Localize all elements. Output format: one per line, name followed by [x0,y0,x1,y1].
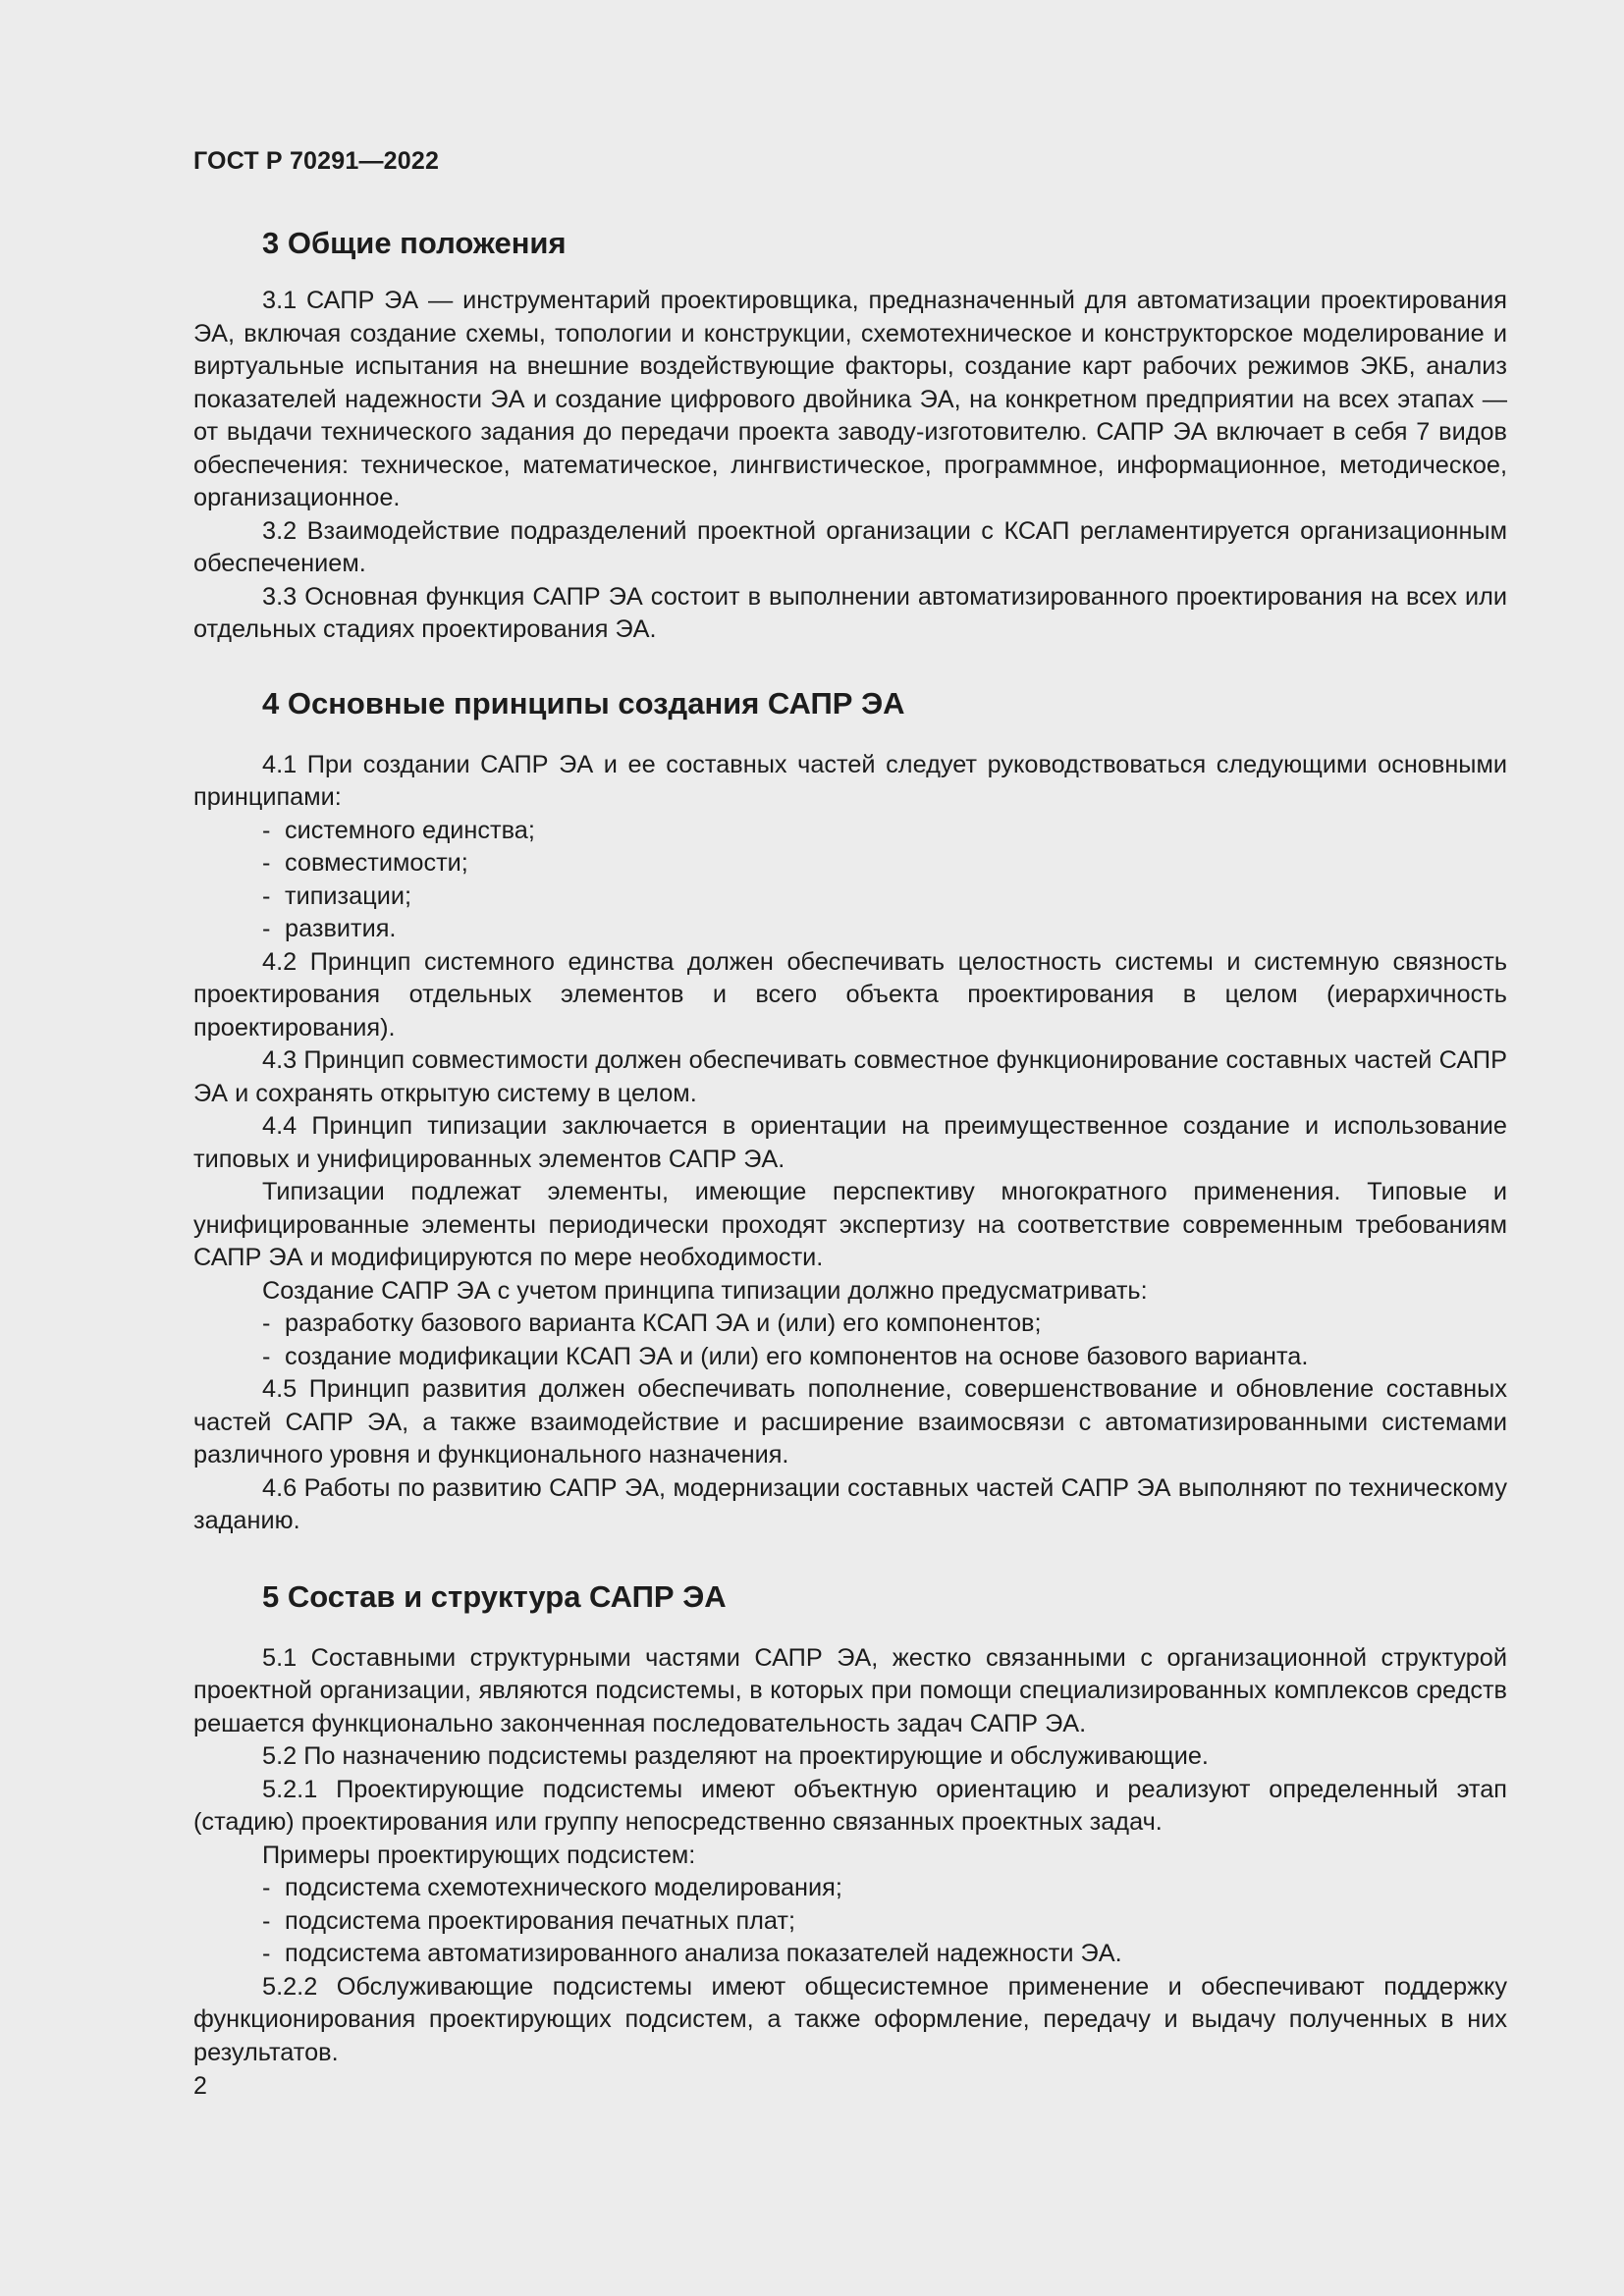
typization-list [193,1308,1507,1373]
list-item: - развития. [193,913,1507,946]
paragraph-3-2: 3.2 Взаимодействие подразделений проектной организации с КСАП регламентируется организационным обеспечением. [193,516,1507,577]
list-item: - совместимости; [193,847,1507,881]
document-body [193,222,1507,2069]
standard-designation: ГОСТ Р 70291—2022 [193,147,440,175]
paragraph-4-6: 4.6 Работы по развитию САПР ЭА, модернизации составных частей САПР ЭА выполняют по техническому заданию. [193,1473,1507,1534]
paragraph-examples: Примеры проектирующих подсистем: [262,1841,696,1869]
paragraph-5-2-2: 5.2.2 Обслуживающие подсистемы имеют общесистемное применение и обеспечивают поддержку функционирования проектирующих подсистем, а также оформление, передачу и выдачу полученных в них результатов. [193,1972,1507,2066]
paragraph-5-2-1: 5.2.1 Проектирующие подсистемы имеют объектную ориентацию и реализуют определенный этап (стадию) проектирования или группу непосредственно связанных проектных задач. [193,1775,1507,1836]
subsystems-list [193,1872,1507,1971]
paragraph-5-1: 5.1 Составными структурными частями САПР ЭА, жестко связанными с организационной структурой проектной организации, являются подсистемы, в которых при помощи специализированных комплексов средств решается функционально законченная последовательность задач САПР ЭА. [193,1643,1507,1737]
paragraph-3-3: 3.3 Основная функция САПР ЭА состоит в выполнении автоматизированного проектирования на всех или отдельных стадиях проектирования ЭА. [193,582,1507,643]
list-item: - подсистема схемотехнического моделирования; [193,1872,1507,1905]
principles-list [193,815,1507,946]
list-item: - подсистема проектирования печатных плат; [193,1905,1507,1939]
section-4-heading: 4 Основные принципы создания САПР ЭА [262,685,905,721]
paragraph-3-1: 3.1 САПР ЭА — инструментарий проектировщика, предназначенный для автоматизации проектирования ЭА, включая создание схемы, топологии и конструкции, схемотехническое и конструкторское моделирование и виртуальные испытания на внешние воздействующие факторы, создание карт рабочих режимов ЭКБ, анализ показателей надежности ЭА и создание цифрового двойника ЭА, на конкретном предприятии на всех этапах — от выдачи технического задания до передачи проекта заводу-изготовителю. САПР ЭА включает в себя 7 видов обеспечения: техническое, математическое, лингвистическое, программное, информационное, методическое, организационное. [193,287,1507,511]
list-item: - разработку базового варианта КСАП ЭА и (или) его компонентов; [193,1308,1507,1341]
list-item: - типизации; [193,881,1507,914]
section-3-heading: 3 Общие положения [262,226,567,260]
paragraph-typization: Типизации подлежат элементы, имеющие перспективу многократного применения. Типовые и унифицированные элементы периодически проходят экспертизу на соответствие современным требованиям САПР ЭА и модифицируются по мере необходимости. [193,1178,1507,1271]
paragraph-4-3: 4.3 Принцип совместимости должен обеспечивать совместное функционирование составных частей САПР ЭА и сохранять открытую систему в целом. [193,1046,1507,1107]
list-item: - подсистема автоматизированного анализа показателей надежности ЭА. [193,1938,1507,1971]
paragraph-4-5: 4.5 Принцип развития должен обеспечивать пополнение, совершенствование и обновление составных частей САПР ЭА, а также взаимодействие и расширение взаимосвязи с автоматизированными системами различного уровня и функционального назначения. [193,1375,1507,1468]
list-item: - системного единства; [193,815,1507,848]
paragraph-4-4: 4.4 Принцип типизации заключается в ориентации на преимущественное создание и использование типовых и унифицированных элементов САПР ЭА. [193,1112,1507,1173]
paragraph-4-2: 4.2 Принцип системного единства должен обеспечивать целостность системы и системную связность проектирования отдельных элементов и всего объекта проектирования в целом (иерархичность проектирования). [193,947,1507,1041]
paragraph-5-2: 5.2 По назначению подсистемы разделяют на проектирующие и обслуживающие. [262,1742,1209,1770]
section-5-heading: 5 Состав и структура САПР ЭА [262,1578,727,1614]
page-number: 2 [193,2072,207,2100]
paragraph-typization-requirements: Создание САПР ЭА с учетом принципа типизации должно предусматривать: [262,1276,1148,1305]
list-item: - создание модификации КСАП ЭА и (или) его компонентов на основе базового варианта. [193,1341,1507,1374]
paragraph-4-1: 4.1 При создании САПР ЭА и ее составных частей следует руководствоваться следующими основными принципами: [193,750,1507,811]
